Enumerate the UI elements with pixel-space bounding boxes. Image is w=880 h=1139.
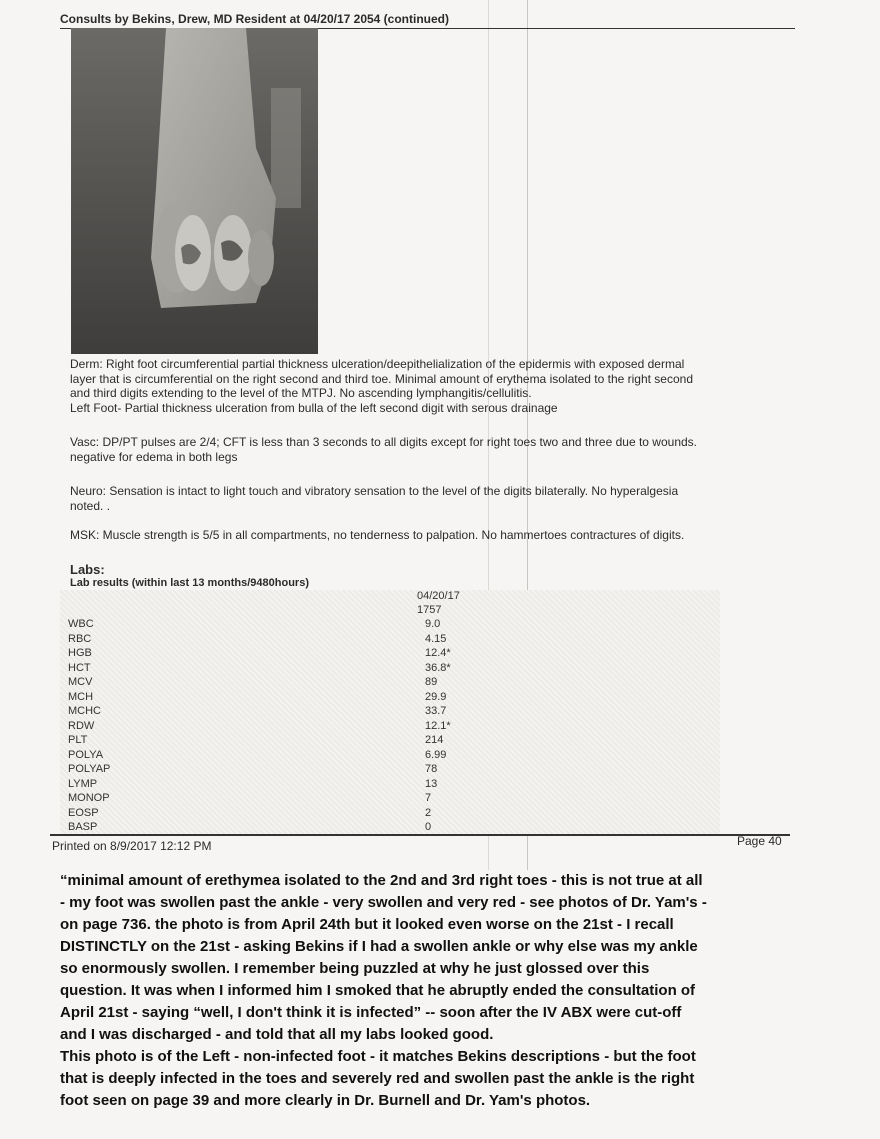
foot-photo-icon bbox=[71, 28, 318, 354]
lab-value: 89 bbox=[425, 676, 438, 688]
exam-line: Vasc: DP/PT pulses are 2/4; CFT is less than 3 seconds to all digits except for right toes two and three due to wounds. bbox=[70, 435, 697, 449]
table-row bbox=[68, 763, 708, 778]
table-row bbox=[68, 618, 708, 633]
lab-value: 29.9 bbox=[425, 690, 447, 703]
lab-value: 0 bbox=[425, 821, 432, 833]
exam-line: MSK: Muscle strength is 5/5 in all compartments, no tenderness to palpation. No hammertoes contractures of digits. bbox=[70, 528, 685, 542]
annotation-line: on page 736. the photo is from April 24th but it looked even worse on the 21st - I recall bbox=[60, 916, 674, 933]
annotation-line: April 21st - saying “well, I don't think it is infected” -- soon after the IV ABX were cut-off bbox=[60, 1004, 682, 1021]
table-row bbox=[68, 676, 708, 691]
table-row bbox=[68, 705, 708, 720]
lab-name: RBC bbox=[68, 632, 92, 645]
lab-value: 214 bbox=[425, 734, 444, 746]
lab-name: POLYAP bbox=[68, 763, 111, 775]
annotation-line: “minimal amount of erethymea isolated to the 2nd and 3rd right toes - this is not true at all bbox=[60, 872, 703, 889]
lab-results-table bbox=[60, 590, 720, 835]
lab-value: 9.0 bbox=[425, 618, 441, 630]
exam-line: layer that is circumferential on the right second and third toe. Minimal amount of erythema isolated to the right second bbox=[70, 371, 693, 386]
exam-line: noted. . bbox=[70, 498, 111, 513]
annotation-line: foot seen on page 39 and more clearly in Dr. Burnell and Dr. Yam's photos. bbox=[60, 1092, 591, 1109]
handwritten-annotation bbox=[60, 870, 840, 1112]
lab-value: 2 bbox=[425, 806, 432, 819]
table-row bbox=[68, 647, 708, 662]
table-row bbox=[68, 633, 708, 648]
table-row bbox=[68, 807, 708, 822]
table-row bbox=[68, 792, 708, 807]
lab-name: HCT bbox=[68, 661, 91, 674]
printed-timestamp: Printed on 8/9/2017 12:12 PM bbox=[52, 839, 212, 853]
table-row bbox=[68, 720, 708, 735]
msk-section bbox=[70, 528, 790, 543]
lab-value: 12.4* bbox=[425, 647, 451, 659]
lab-value: 4.15 bbox=[425, 632, 447, 645]
exam-line: Left Foot- Partial thickness ulceration from bulla of the left second digit with serous drainage bbox=[70, 400, 558, 415]
exam-line: negative for edema in both legs bbox=[70, 449, 238, 464]
lab-name: MCV bbox=[68, 676, 93, 688]
lab-name: MCHC bbox=[68, 705, 101, 717]
lab-name: BASP bbox=[68, 821, 98, 833]
table-row bbox=[68, 662, 708, 677]
labs-title: Labs: bbox=[70, 562, 105, 577]
annotation-line: so enormously swollen. I remember being puzzled at why he just glossed over this bbox=[60, 960, 650, 977]
lab-name: RDW bbox=[68, 719, 95, 732]
annotation-line: that is deeply infected in the toes and severely red and swollen past the ankle is the right bbox=[60, 1070, 695, 1087]
labs-subtitle: Lab results (within last 13 months/9480hours) bbox=[70, 577, 309, 589]
annotation-line: - my foot was swollen past the ankle - very swollen and very red - see photos of Dr. Yam's - bbox=[60, 894, 707, 911]
lab-name: MONOP bbox=[68, 792, 110, 804]
table-row bbox=[68, 691, 708, 706]
lab-time: 1757 bbox=[417, 604, 442, 616]
annotation-line: and I was discharged - and told that all my labs looked good. bbox=[60, 1026, 494, 1043]
lab-value: 13 bbox=[425, 777, 438, 790]
lab-name: MCH bbox=[68, 690, 94, 703]
table-row bbox=[68, 749, 708, 764]
table-row bbox=[68, 734, 708, 749]
page-number: Page 40 bbox=[737, 834, 782, 848]
annotation-line: question. It was when I informed him I smoked that he abruptly ended the consultation of bbox=[60, 982, 696, 999]
foot-photo bbox=[71, 28, 318, 354]
lab-name: HGB bbox=[68, 647, 92, 659]
lab-value: 12.1* bbox=[425, 719, 451, 732]
lab-name: EOSP bbox=[68, 806, 99, 819]
lab-name: POLYA bbox=[68, 748, 104, 761]
consult-header: Consults by Bekins, Drew, MD Resident at 04/20/17 2054 (continued) bbox=[60, 12, 795, 29]
derm-section bbox=[70, 357, 790, 415]
exam-line: Neuro: Sensation is intact to light touch and vibratory sensation to the level of the digits bilaterally. No hyperalgesia bbox=[70, 484, 679, 498]
exam-line: and third digits extending to the level of the MTPJ. No ascending lymphangitis/cellulitis. bbox=[70, 386, 532, 400]
lab-value: 78 bbox=[425, 763, 438, 775]
annotation-line: DISTINCTLY on the 21st - asking Bekins if I had a swollen ankle or why else was my ankle bbox=[60, 938, 698, 955]
exam-line: Derm: Right foot circumferential partial thickness ulceration/deepithelialization of the epidermis with exposed dermal bbox=[70, 357, 685, 371]
neuro-section bbox=[70, 484, 790, 513]
lab-name: PLT bbox=[68, 734, 88, 746]
lab-value: 33.7 bbox=[425, 705, 447, 717]
lab-name: WBC bbox=[68, 618, 94, 630]
footer-divider bbox=[50, 834, 790, 836]
vasc-section bbox=[70, 435, 790, 464]
lab-name: LYMP bbox=[68, 777, 98, 790]
annotation-line: This photo is of the Left - non-infected foot - it matches Bekins descriptions - but the foot bbox=[60, 1048, 696, 1065]
lab-date: 04/20/17 bbox=[417, 590, 460, 602]
lab-value: 36.8* bbox=[425, 661, 451, 674]
lab-value: 6.99 bbox=[425, 748, 447, 761]
lab-value: 7 bbox=[425, 792, 432, 804]
table-row bbox=[68, 778, 708, 793]
